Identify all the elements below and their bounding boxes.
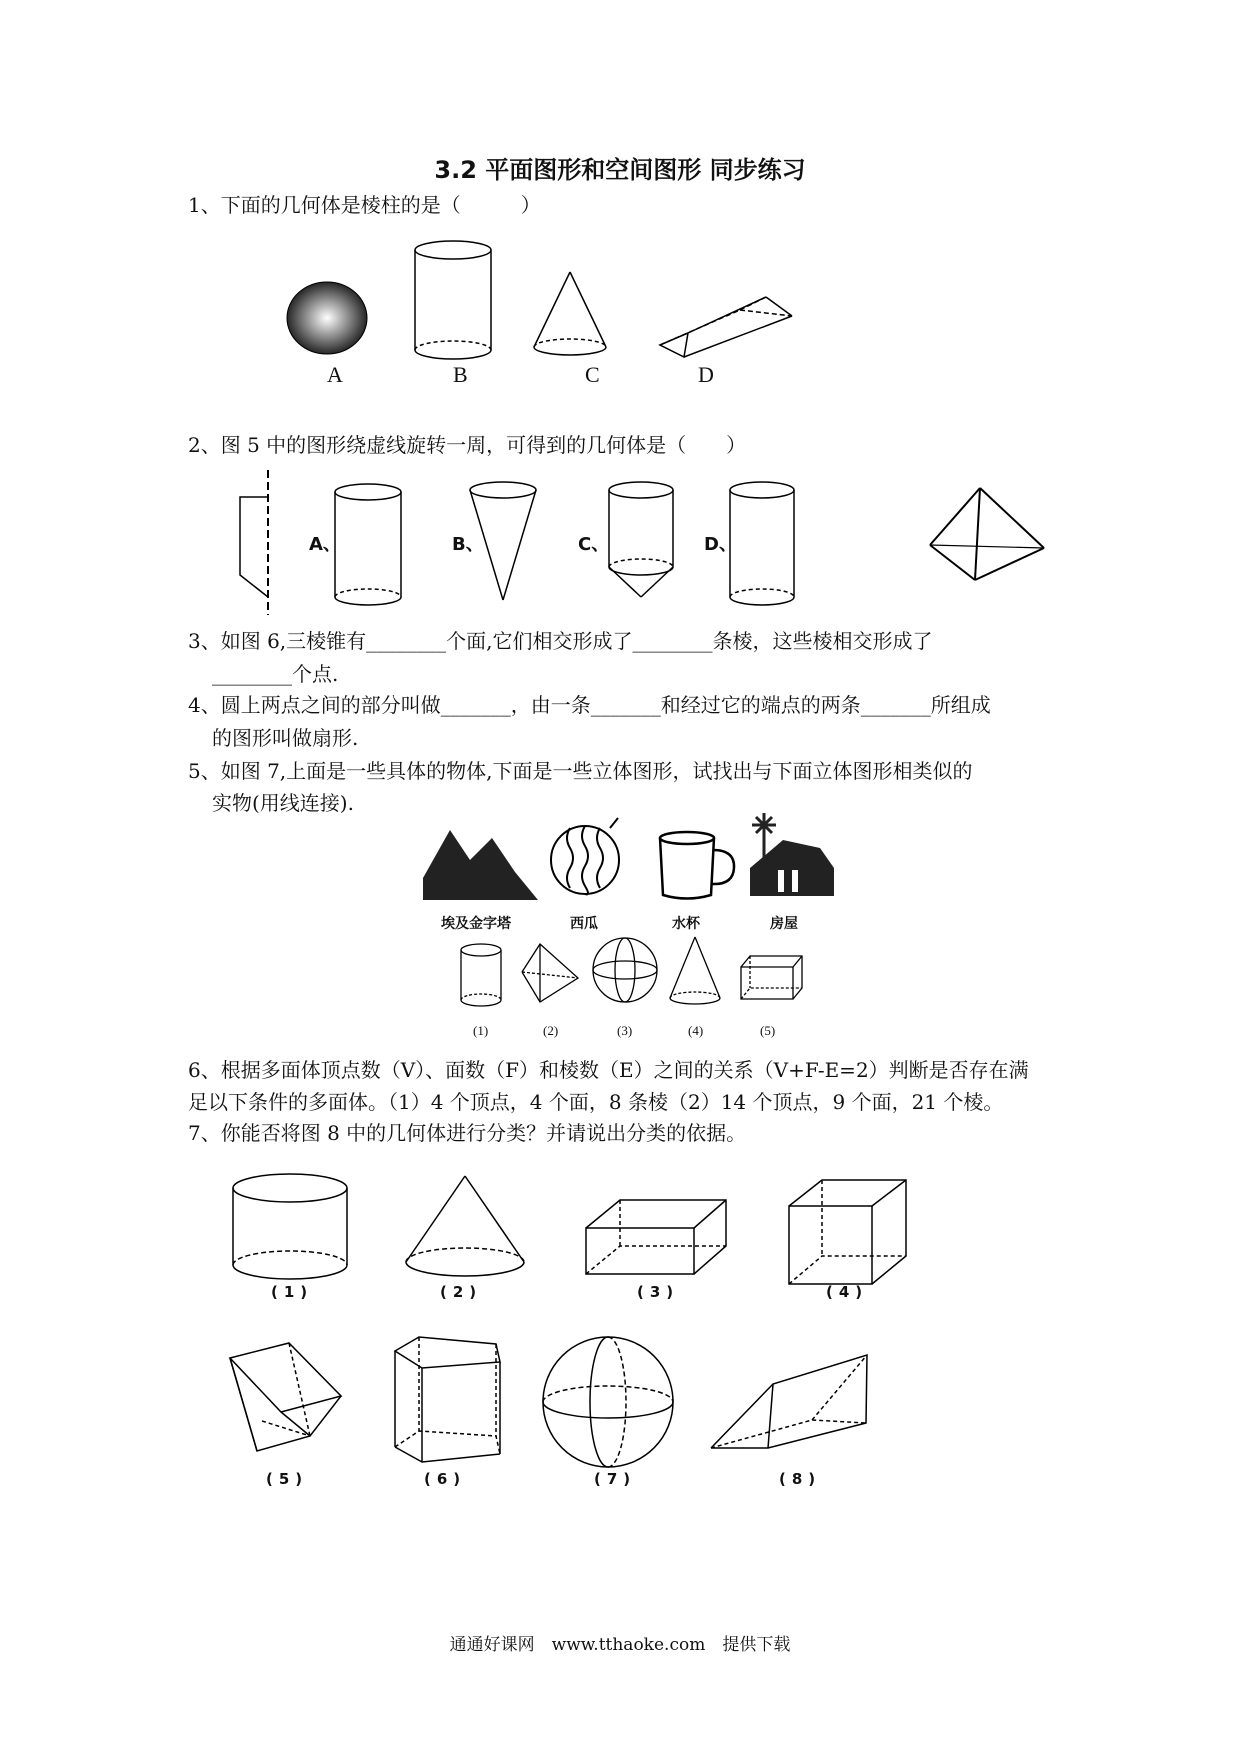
q2-option-c: C、 (578, 534, 610, 555)
shape-label-4: (4) (688, 1023, 704, 1038)
object-pyramid-label: 埃及金字塔 (441, 916, 511, 932)
q2-option-b: B、 (452, 534, 484, 555)
q1-option-b: B (453, 362, 468, 387)
q1-option-d: D (698, 362, 714, 387)
shape-label-3: (3) (617, 1023, 633, 1038)
page-footer: 通通好课网 www.tthaoke.com 提供下载 (449, 1635, 791, 1655)
question-6-line-1: 6、根据多面体顶点数（V）、面数（F）和棱数（E）之间的关系（V+F-E=2）判断是否存在满 (188, 1058, 1029, 1082)
fig8-sphere (543, 1337, 673, 1467)
fig8-label-6: (6) (424, 1470, 467, 1488)
question-6-line-2: 足以下条件的多面体。（1）4 个顶点，4 个面，8 条棱（2）14 个顶点，9 个面，21 个棱。 (188, 1090, 1004, 1114)
fig8-label-4: (4) (826, 1283, 869, 1301)
fig8-label-1: (1) (271, 1283, 314, 1301)
question-5-line-1: 5、如图 7,上面是一些具体的物体,下面是一些立体图形，试找出与下面立体图形相类似的 (188, 759, 973, 783)
fig8-cylinder (233, 1174, 347, 1279)
object-watermelon-label: 西瓜 (570, 916, 598, 932)
question-3-line-2: ________个点. (212, 662, 339, 686)
shape-label-2: (2) (543, 1023, 559, 1038)
page-title: 3.2 平面图形和空间图形 同步练习 (434, 156, 806, 184)
fig8-label-8: (8) (779, 1470, 822, 1488)
fig8-label-5: (5) (266, 1470, 309, 1488)
fig8-cuboid (586, 1200, 726, 1274)
fig8-cone (406, 1176, 524, 1276)
fig8-hexagonal-prism (395, 1337, 500, 1462)
q1-option-a: A (327, 362, 343, 387)
fig8-label-7: (7) (594, 1470, 637, 1488)
shape-label-5: (5) (760, 1023, 776, 1038)
fig8-oblique-prism (230, 1343, 341, 1451)
question-2: 2、图 5 中的图形绕虚线旋转一周，可得到的几何体是（ ） (188, 433, 747, 457)
object-cup-label: 水杯 (672, 916, 700, 932)
object-house-label: 房屋 (770, 916, 798, 932)
question-4-line-2: 的图形叫做扇形. (212, 726, 359, 750)
question-5-line-2: 实物(用线连接). (212, 791, 354, 815)
question-4-line-1: 4、圆上两点之间的部分叫做_______，由一条_______和经过它的端点的两条_______所组成 (188, 693, 991, 717)
question-1: 1、下面的几何体是棱柱的是（ ） (188, 193, 541, 217)
question-3-line-1: 3、如图 6,三棱锥有________个面,它们相交形成了________条棱，这些棱相交形成了 (188, 629, 933, 653)
shape-label-1: (1) (473, 1023, 489, 1038)
question-7: 7、你能否将图 8 中的几何体进行分类？并请说出分类的依据。 (188, 1121, 747, 1145)
fig8-label-2: (2) (440, 1283, 483, 1301)
fig8-triangular-prism (711, 1355, 867, 1448)
q2-option-a: A、 (309, 534, 341, 555)
q1-option-c: C (585, 362, 600, 387)
fig8-cube (789, 1180, 906, 1284)
q2-option-d: D、 (704, 534, 737, 555)
fig8-label-3: (3) (637, 1283, 680, 1301)
